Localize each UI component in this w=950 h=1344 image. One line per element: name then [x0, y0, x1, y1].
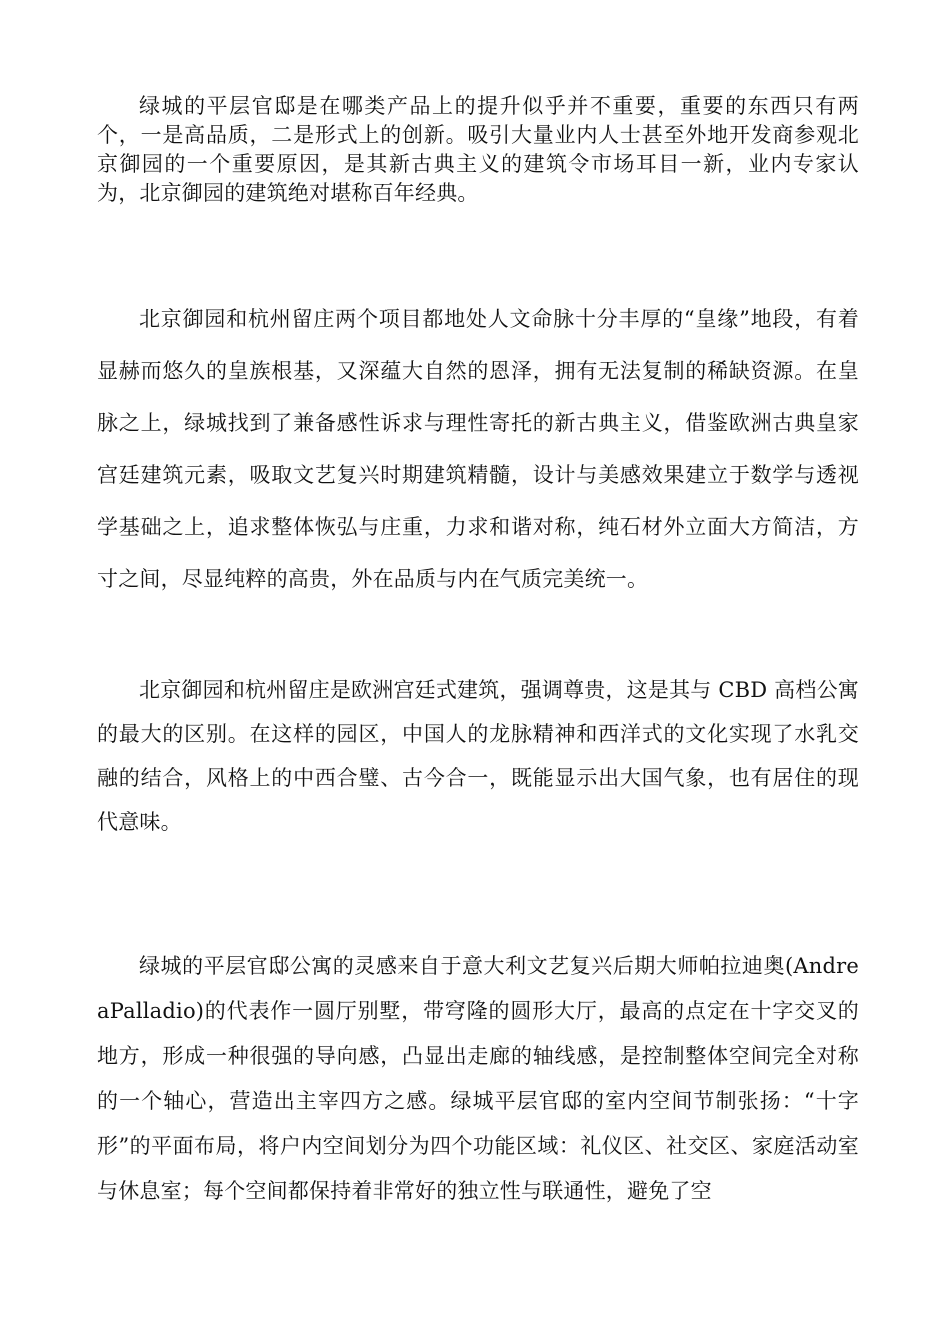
paragraph-3: 北京御园和杭州留庄是欧洲宫廷式建筑，强调尊贵，这是其与 CBD 高档公寓的最大的区别。在这样的园区，中国人的龙脉精神和西洋式的文化实现了水乳交融的结合，风格上的中西合璧、古今合一，既能显示出大国气象，也有居住的现代意味。 [97, 678, 859, 834]
paragraph-4: 绿城的平层官邸公寓的灵感来自于意大利文艺复兴后期大师帕拉迪奥(AndreaPalladio)的代表作一圆厅别墅，带穹隆的圆形大厅，最高的点定在十字交叉的地方，形成一种很强的导向感，凸显出走廊的轴线感，是控制整体空间完全对称的一个轴心，营造出主宰四方之感。绿城平层官邸的室内空间节制张扬：“十字形”的平面布局，将户内空间划分为四个功能区域：礼仪区、社交区、家庭活动室与休息室；每个空间都保持着非常好的独立性与联通性，避免了空 [97, 954, 859, 1203]
paragraph-2: 北京御园和杭州留庄两个项目都地处人文命脉十分丰厚的“皇缘”地段，有着显赫而悠久的皇族根基，又深蕴大自然的恩泽，拥有无法复制的稀缺资源。在皇脉之上，绿城找到了兼备感性诉求与理性寄托的新古典主义，借鉴欧洲古典皇家宫廷建筑元素，吸取文艺复兴时期建筑精髓，设计与美感效果建立于数学与透视学基础之上，追求整体恢弘与庄重，力求和谐对称，纯石材外立面大方简洁，方寸之间，尽显纯粹的高贵，外在品质与内在气质完美统一。 [97, 307, 859, 591]
paragraph-1: 绿城的平层官邸是在哪类产品上的提升似乎并不重要，重要的东西只有两个，一是高品质，二是形式上的创新。吸引大量业内人士甚至外地开发商参观北京御园的一个重要原因，是其新古典主义的建筑令市场耳目一新，业内专家认为，北京御园的建筑绝对堪称百年经典。 [97, 94, 859, 205]
